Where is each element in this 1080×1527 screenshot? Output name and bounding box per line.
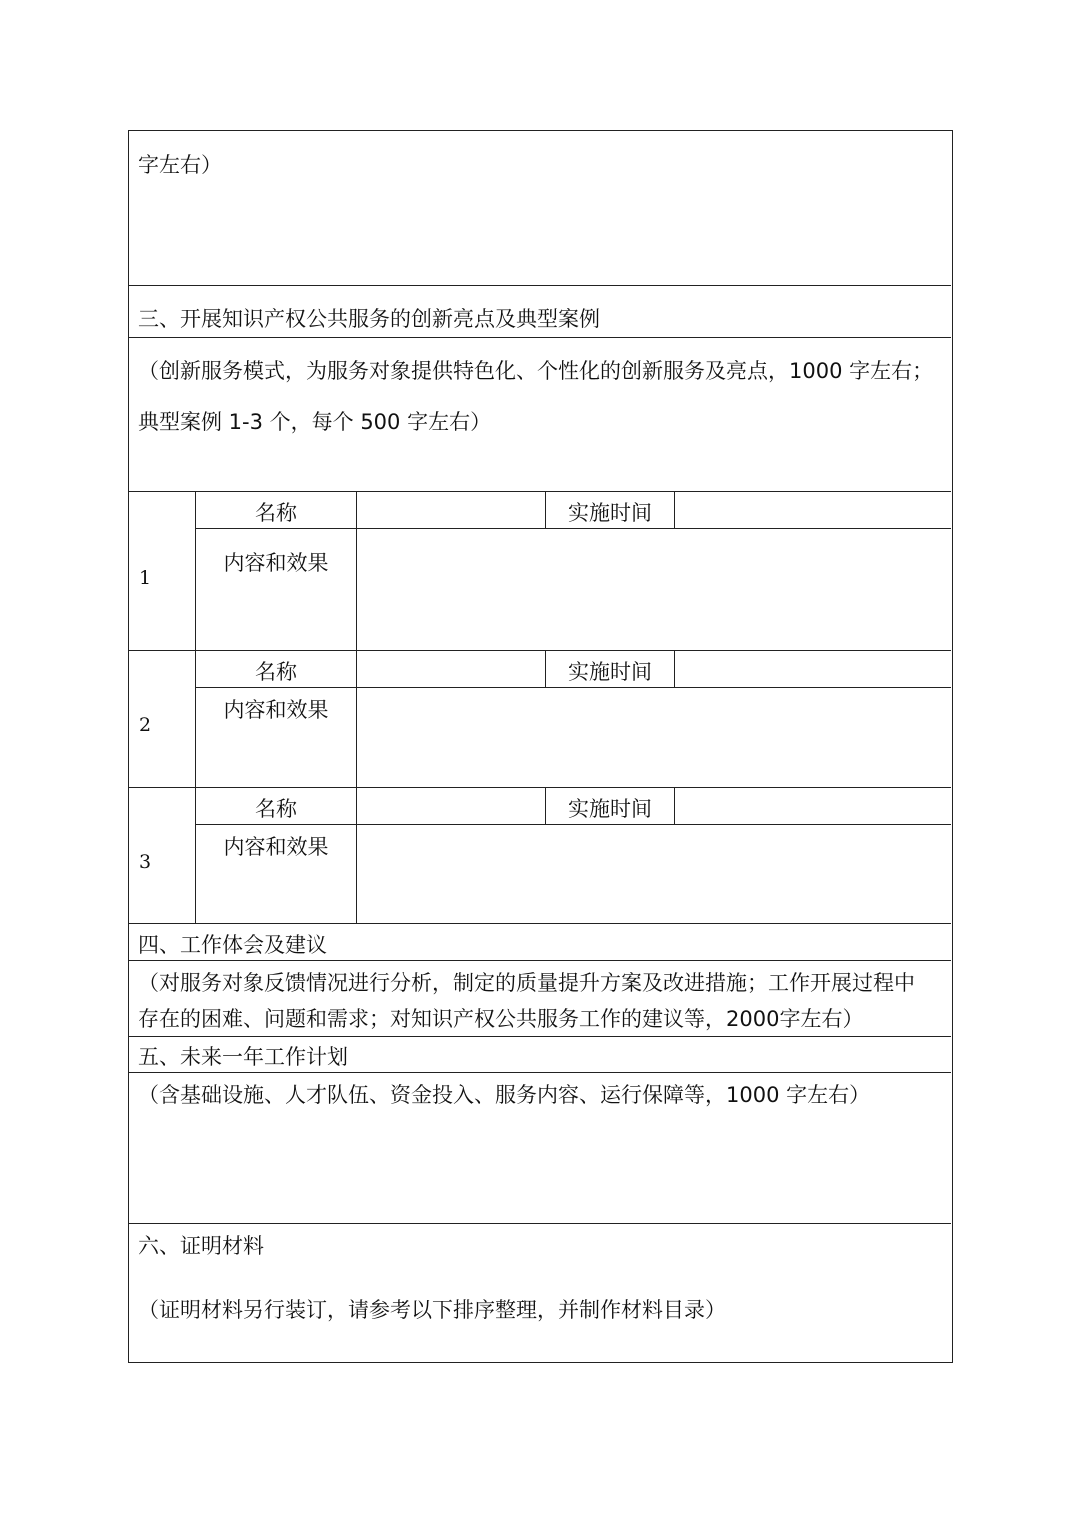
row-divider	[129, 1072, 951, 1073]
row-divider	[129, 285, 951, 286]
section4-title: 四、工作体会及建议	[138, 933, 327, 957]
case-name-input[interactable]	[357, 650, 545, 687]
row-divider	[129, 1036, 951, 1037]
case-name-input[interactable]	[357, 787, 545, 824]
case-index: 3	[139, 851, 152, 873]
case-content-input[interactable]	[357, 529, 951, 650]
case-name-input[interactable]	[357, 491, 545, 528]
case-time-input[interactable]	[675, 491, 951, 528]
case-content-input[interactable]	[357, 825, 951, 923]
case-content-label: 内容和效果	[223, 551, 329, 575]
row-divider	[129, 337, 951, 338]
row-divider	[129, 960, 951, 961]
row-divider	[129, 1223, 951, 1224]
case-index: 1	[139, 567, 152, 589]
section3-hint-line2: 典型案例 1-3 个，每个 500 字左右）	[138, 410, 492, 434]
case-time-input[interactable]	[675, 787, 951, 824]
case-name-label: 名称	[255, 797, 297, 821]
case-name-label: 名称	[255, 660, 297, 684]
case-content-label: 内容和效果	[223, 835, 329, 859]
case-time-label: 实施时间	[568, 797, 652, 821]
section5-title: 五、未来一年工作计划	[138, 1045, 348, 1069]
case-time-label: 实施时间	[568, 660, 652, 684]
section6-title: 六、证明材料	[138, 1234, 264, 1258]
section3-hint-line1: （创新服务模式，为服务对象提供特色化、个性化的创新服务及亮点，1000 字左右；	[138, 359, 934, 383]
case-time-label: 实施时间	[568, 501, 652, 525]
section4-hint-line1: （对服务对象反馈情况进行分析，制定的质量提升方案及改进措施；工作开展过程中	[138, 971, 915, 995]
case-time-input[interactable]	[675, 650, 951, 687]
row-divider	[129, 923, 951, 924]
section4-hint-line2: 存在的困难、问题和需求；对知识产权公共服务工作的建议等，2000字左右）	[138, 1007, 864, 1031]
case-index: 2	[139, 714, 152, 736]
section3-title: 三、开展知识产权公共服务的创新亮点及典型案例	[138, 307, 600, 331]
section2-tail-text: 字左右）	[138, 153, 222, 177]
case-content-label: 内容和效果	[223, 698, 329, 722]
case-name-label: 名称	[255, 501, 297, 525]
application-form-table	[128, 130, 953, 1363]
section5-hint: （含基础设施、人才队伍、资金投入、服务内容、运行保障等，1000 字左右）	[138, 1083, 871, 1107]
case-content-input[interactable]	[357, 688, 951, 787]
section6-hint: （证明材料另行装订，请参考以下排序整理，并制作材料目录）	[138, 1298, 726, 1322]
